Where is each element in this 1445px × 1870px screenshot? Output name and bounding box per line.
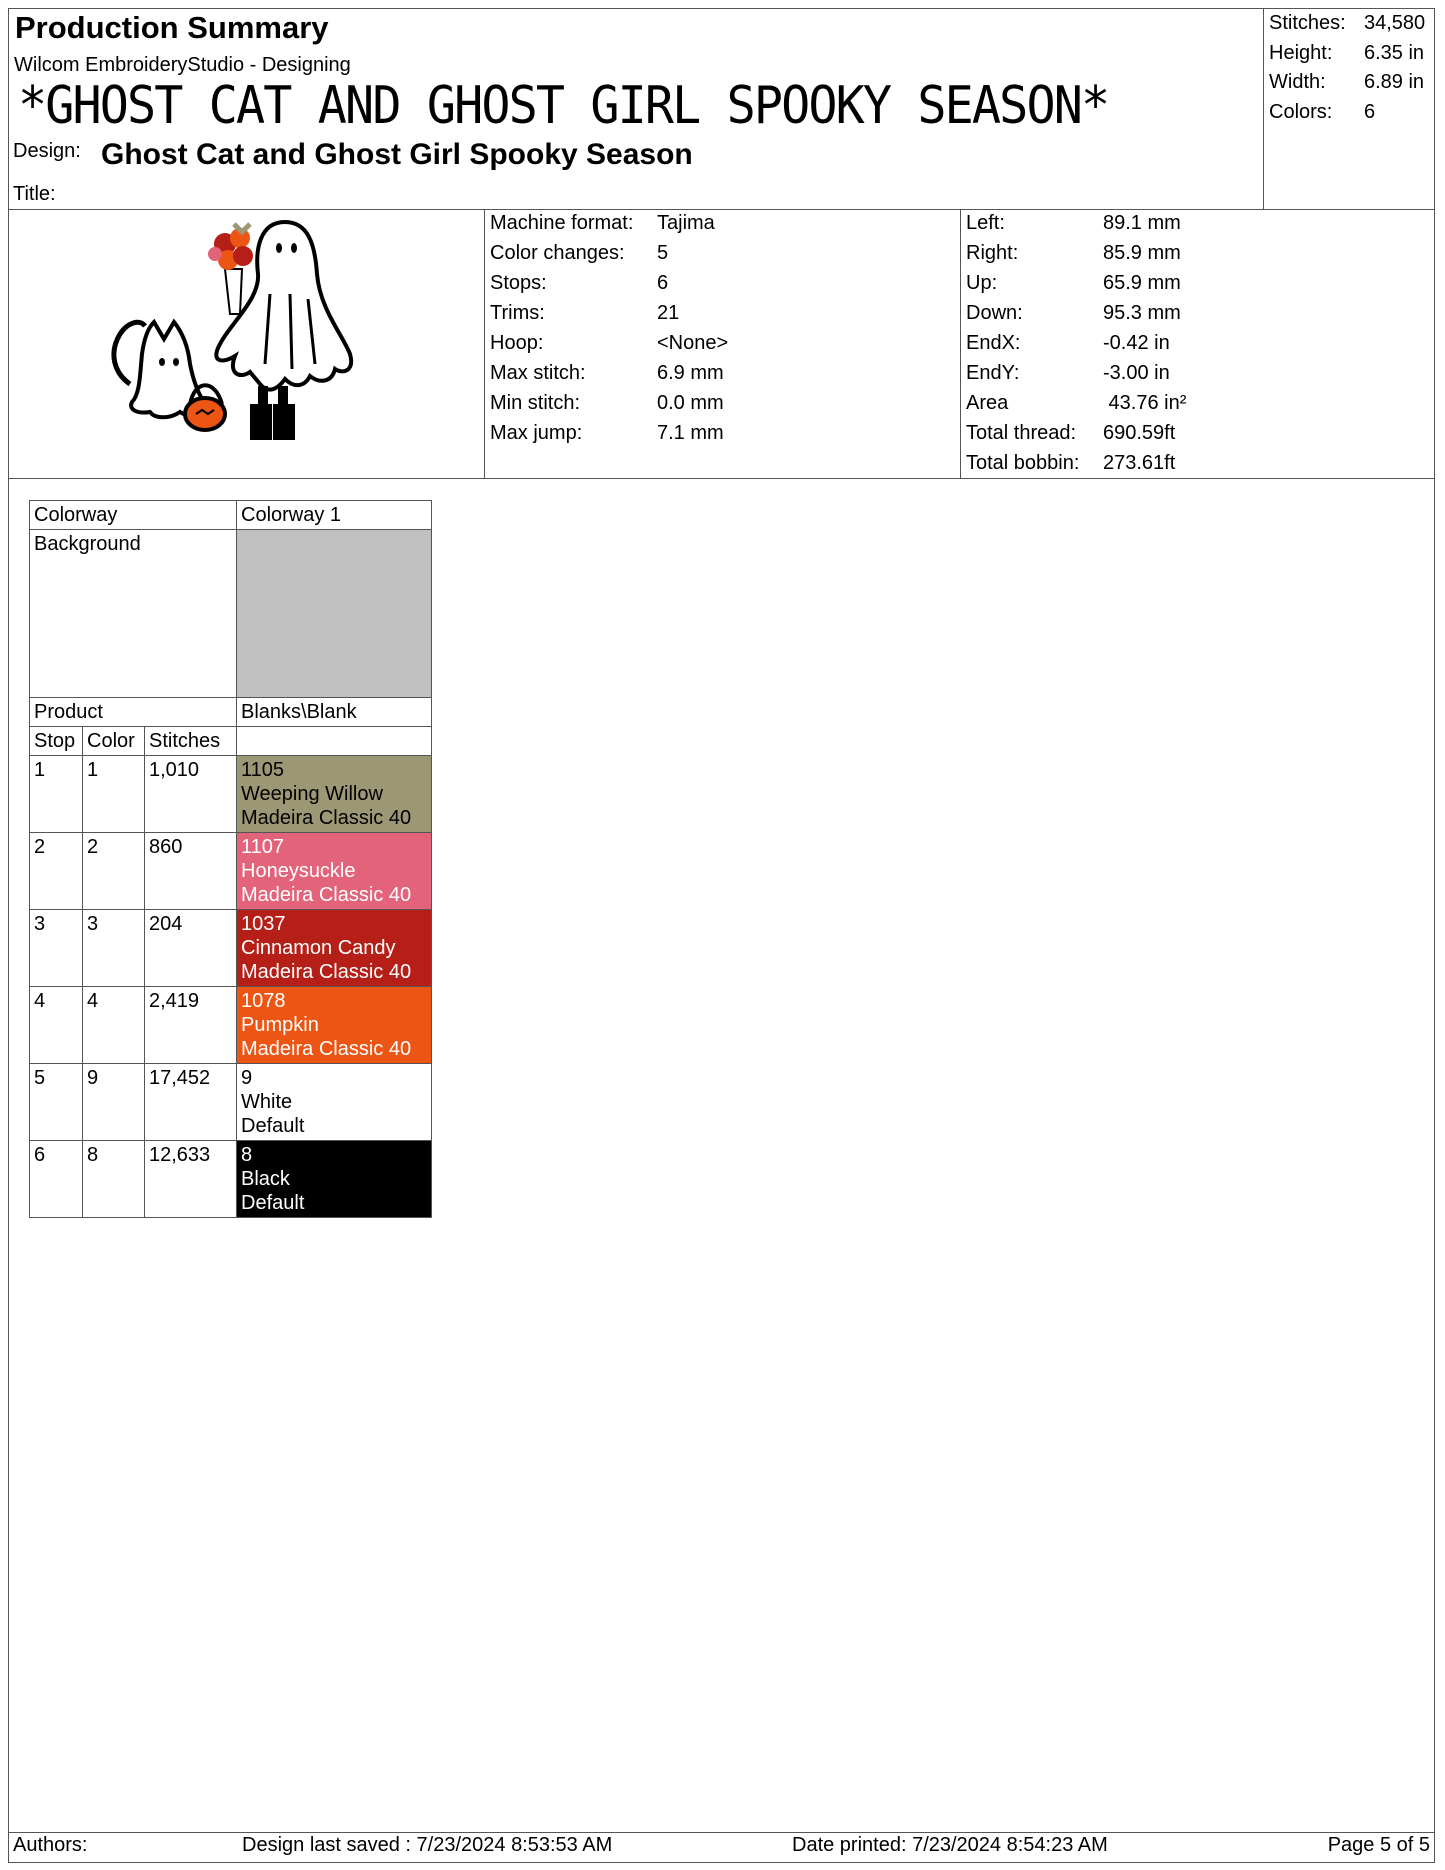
down-value: 95.3 mm [1103,302,1181,324]
date-printed: Date printed: 7/23/2024 8:54:23 AM [792,1834,1108,1856]
thread-row [30,1064,432,1141]
info-divider-1 [484,209,485,479]
stitches-value: 34,580 [1364,12,1426,34]
height-value: 6.35 in [1364,42,1425,64]
header-divider [1263,8,1264,210]
thread-swatch [237,987,432,1064]
app-name: Wilcom EmbroideryStudio - Designing [14,54,351,76]
max-jump-value: 7.1 mm [657,422,724,444]
left-label: Left: [966,212,1005,234]
header-bottom-rule [8,209,1435,210]
trims-value: 21 [657,302,680,324]
thread-row [30,910,432,987]
page-number: Page 5 of 5 [1327,1834,1430,1856]
max-stitch-value: 6.9 mm [657,362,724,384]
column-header-row [30,727,432,756]
machine-format-value: Tajima [657,212,715,234]
endx-label: EndX: [966,332,1021,354]
thread-brand: Madeira Classic 40 [241,961,412,983]
total-thread-value: 690.59ft [1103,422,1176,444]
stitches-cell: 204 [145,910,237,987]
thread-row [30,987,432,1064]
down-label: Down: [966,302,1023,324]
color-cell: 9 [83,1064,145,1141]
thread-swatch [237,1064,432,1141]
right-label: Right: [966,242,1019,264]
trims-label: Trims: [490,302,545,324]
thread-name: Black [241,1168,290,1190]
max-stitch-label: Max stitch: [490,362,586,384]
thread-code: 1078 [241,990,286,1012]
total-thread-label: Total thread: [966,422,1077,444]
up-label: Up: [966,272,998,294]
colorway-header-row [30,501,432,530]
width-label: Width: [1269,71,1326,93]
info-divider-2 [960,209,961,479]
stitches-cell: 860 [145,833,237,910]
thread-swatch [237,756,432,833]
thread-brand: Default [241,1115,305,1137]
stop-cell: 1 [30,756,83,833]
stitches-cell: 17,452 [145,1064,237,1141]
thread-name: White [241,1091,293,1113]
stops-value: 6 [657,272,669,294]
stop-cell: 2 [30,833,83,910]
report-title: Production Summary [15,10,329,45]
endy-label: EndY: [966,362,1020,384]
thread-name: Honeysuckle [241,860,356,882]
footer-rule [8,1832,1435,1833]
stitches-header: Stitches [145,727,237,756]
total-bobbin-value: 273.61ft [1103,452,1176,474]
thread-brand: Madeira Classic 40 [241,807,412,829]
stop-cell: 5 [30,1064,83,1141]
product-row [30,698,432,727]
width-value: 6.89 in [1364,71,1425,93]
stop-cell: 4 [30,987,83,1064]
title-label: Title: [13,183,56,205]
thread-header-empty [237,727,432,756]
min-stitch-value: 0.0 mm [657,392,724,414]
thread-name: Pumpkin [241,1014,319,1036]
area-value: 43.76 in² [1103,392,1187,414]
background-label: Background [30,530,237,698]
product-value: Blanks\Blank [237,698,432,727]
stitches-cell: 12,633 [145,1141,237,1218]
stitches-cell: 2,419 [145,987,237,1064]
colors-label: Colors: [1269,101,1333,123]
color-changes-label: Color changes: [490,242,625,264]
thread-name: Weeping Willow [241,783,383,805]
color-header: Color [83,727,145,756]
info-bottom-rule [8,478,1435,479]
endy-value: -3.00 in [1103,362,1170,384]
area-label: Area [966,392,1009,414]
thread-swatch [237,910,432,987]
thread-code: 1105 [241,759,285,781]
product-label: Product [30,698,237,727]
thread-swatch [237,1141,432,1218]
design-name: Ghost Cat and Ghost Girl Spooky Season [101,138,693,171]
color-cell: 2 [83,833,145,910]
max-jump-label: Max jump: [490,422,583,444]
stop-header: Stop [30,727,83,756]
stitches-label: Stitches: [1269,12,1346,34]
background-swatch [237,530,432,698]
thread-code: 1037 [241,913,286,935]
color-cell: 4 [83,987,145,1064]
color-changes-value: 5 [657,242,669,264]
colorway-label: Colorway [30,501,237,530]
color-cell: 1 [83,756,145,833]
thread-row [30,756,432,833]
endx-value: -0.42 in [1103,332,1170,354]
left-value: 89.1 mm [1103,212,1181,234]
right-value: 85.9 mm [1103,242,1181,264]
stop-cell: 3 [30,910,83,987]
thread-code: 9 [241,1067,253,1089]
min-stitch-label: Min stitch: [490,392,581,414]
stop-cell: 6 [30,1141,83,1218]
up-value: 65.9 mm [1103,272,1181,294]
design-banner: *GHOST CAT AND GHOST GIRL SPOOKY SEASON* [18,76,1109,136]
authors-label: Authors: [13,1834,88,1856]
thread-name: Cinnamon Candy [241,937,396,959]
thread-swatch [237,833,432,910]
hoop-value: <None> [657,332,729,354]
thread-row [30,1141,432,1218]
machine-format-label: Machine format: [490,212,634,234]
hoop-label: Hoop: [490,332,544,354]
thread-brand: Default [241,1192,305,1214]
total-bobbin-label: Total bobbin: [966,452,1080,474]
thread-brand: Madeira Classic 40 [241,884,412,906]
color-cell: 3 [83,910,145,987]
colorway-table [29,500,432,1218]
thread-code: 8 [241,1144,253,1166]
design-label: Design: [13,140,81,162]
stitches-cell: 1,010 [145,756,237,833]
background-row [30,530,432,698]
color-cell: 8 [83,1141,145,1218]
design-preview [110,214,390,476]
last-saved: Design last saved : 7/23/2024 8:53:53 AM [242,1834,613,1856]
height-label: Height: [1269,42,1333,64]
thread-brand: Madeira Classic 40 [241,1038,412,1060]
thread-code: 1107 [241,836,285,858]
colorway-name: Colorway 1 [237,501,432,530]
thread-row [30,833,432,910]
stops-label: Stops: [490,272,547,294]
colors-value: 6 [1364,101,1376,123]
